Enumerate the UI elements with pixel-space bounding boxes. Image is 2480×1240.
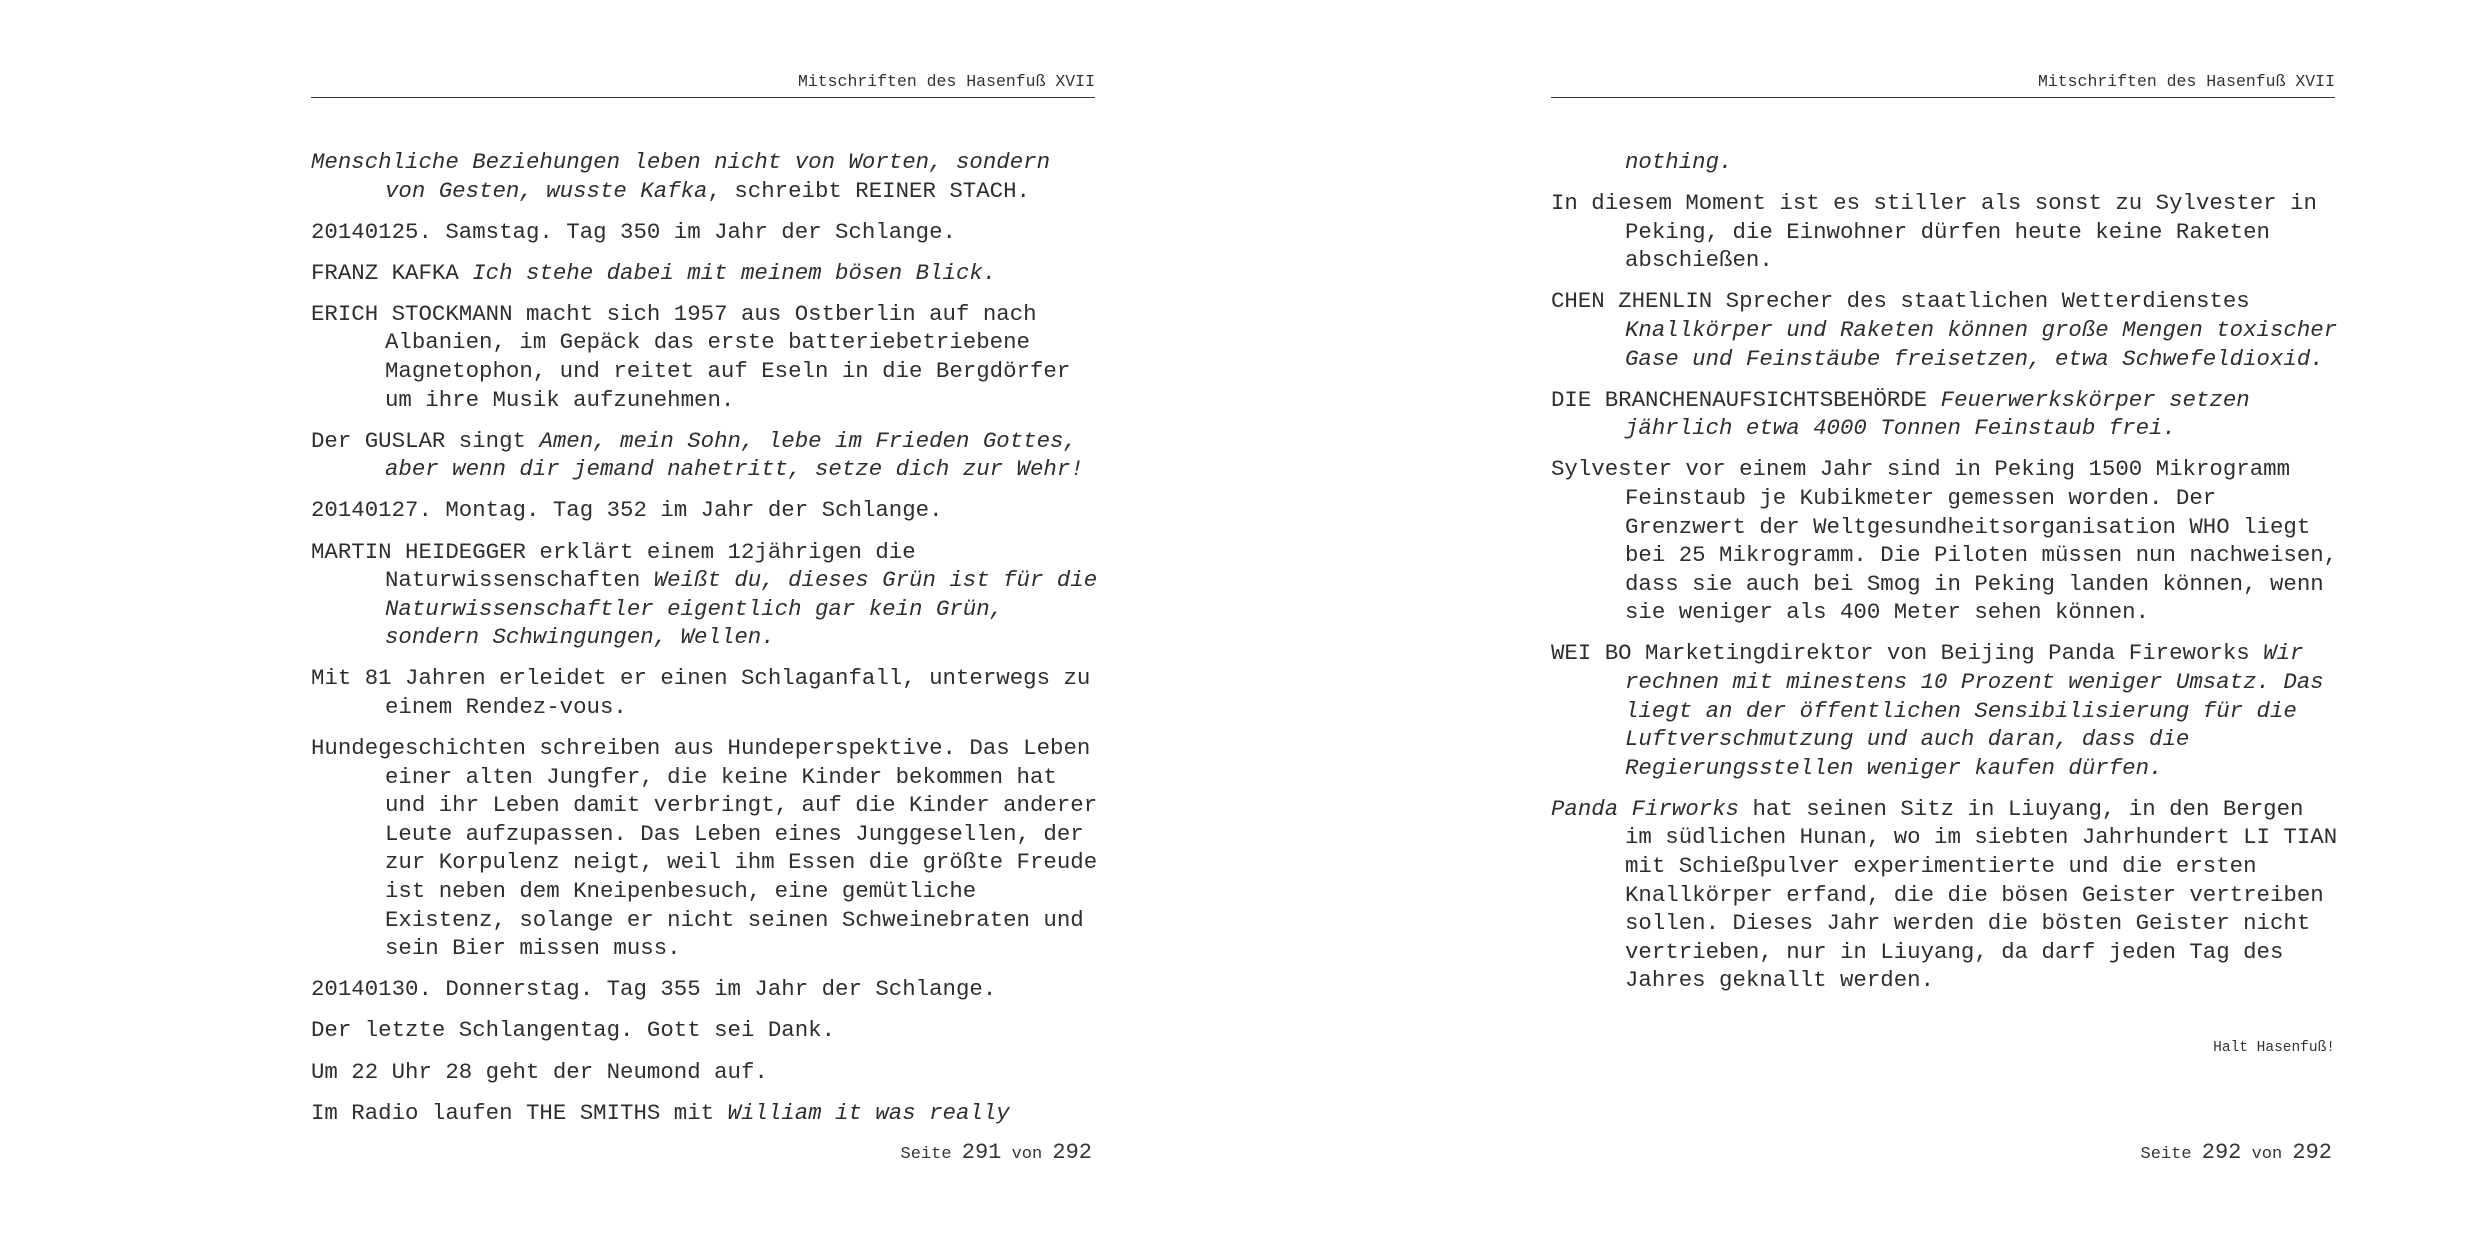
- page-footer: Seite 291 von 292: [900, 1140, 1092, 1165]
- header-rule: [1551, 97, 2335, 98]
- entry: Um 22 Uhr 28 geht der Neumond auf.: [311, 1058, 768, 1085]
- date-entry: 20140127. Montag. Tag 352 im Jahr der Schlange.: [311, 497, 943, 524]
- entry: DIE BRANCHENAUFSICHTSBEHÖRDE Feuerwerkskörper setzen jährlich etwa 4000 Tonnen Feinstaub frei.: [1551, 386, 2250, 442]
- left-page: [311, 0, 1098, 1240]
- entry: Mit 81 Jahren erleidet er einen Schlaganfall, unterwegs zu einem Rendez-vous.: [311, 665, 1091, 720]
- entry: FRANZ KAFKA Ich stehe dabei mit meinem bösen Blick.: [311, 259, 997, 286]
- entry: ERICH STOCKMANN macht sich 1957 aus Ostberlin auf nach Albanien, im Gepäck das erste batteriebetriebene Magnetophon, und reitet auf Eseln in die Bergdörfer um ihre Musik aufzunehmen.: [311, 300, 1071, 413]
- entry: CHEN ZHENLIN Sprecher des staatlichen Wetterdienstes Knallkörper und Raketen können große Mengen toxischer Gase und Feinstäube freisetzen, etwa Schwefeldioxid.: [1551, 288, 2338, 372]
- date-entry: 20140125. Samstag. Tag 350 im Jahr der Schlange.: [311, 218, 956, 245]
- header-rule: [311, 97, 1095, 98]
- entry: Panda Firworks hat seinen Sitz in Liuyang, in den Bergen im südlichen Hunan, wo im siebten Jahrhundert LI TIAN mit Schießpulver experimentierte und die ersten Knallkörper erfand, die die bösen Geister vertreiben sollen. Dieses Jahr werden die bösten Geister nicht vertrieben, nur in Liuyang, da darf jeden Tag des Jahres geknallt werden.: [1551, 795, 2338, 994]
- entry: WEI BO Marketingdirektor von Beijing Panda Fireworks Wir rechnen mit minestens 10 Prozent weniger Umsatz. Das liegt an der öffentlichen Sensibilisierung für die Luftverschmutzung und auch daran, dass die Regierungsstellen weniger kaufen dürfen.: [1551, 640, 2324, 781]
- entry: Der GUSLAR singt Amen, mein Sohn, lebe im Frieden Gottes, aber wenn dir jemand nahetritt, setze dich zur Wehr!: [311, 427, 1084, 483]
- entry: MARTIN HEIDEGGER erklärt einem 12jährigen die Naturwissenschaften Weißt du, dieses Grün ist für die Naturwissenschaftler eigentlich gar kein Grün, sondern Schwingungen, Wellen.: [311, 538, 1098, 651]
- entry: Im Radio laufen THE SMITHS mit William it was really: [311, 1099, 1010, 1126]
- entry: Menschliche Beziehungen leben nicht von Worten, sondern von Gesten, wusste Kafka, schreibt REINER STACH.: [311, 149, 1051, 204]
- page-footer: Seite 292 von 292: [2140, 1140, 2332, 1165]
- entry: In diesem Moment ist es stiller als sonst zu Sylvester in Peking, die Einwohner dürfen heute keine Raketen abschießen.: [1551, 190, 2317, 274]
- running-header: Mitschriften des Hasenfuß XVII: [2037, 72, 2335, 91]
- entry: Hundegeschichten schreiben aus Hundeperspektive. Das Leben einer alten Jungfer, die keine Kinder bekommen hat und ihr Leben damit verbringt, auf die Kinder anderer Leute aufzupassen. Das Leben eines Junggesellen, der zur Korpulenz neigt, weil ihm Essen die größte Freude ist neben dem Kneipenbesuch, eine gemütliche Existenz, solange er nicht seinen Schweinebraten und sein Bier missen muss.: [311, 735, 1098, 962]
- right-page: [1551, 0, 2338, 1240]
- page-content: [311, 148, 1101, 1140]
- entry: Sylvester vor einem Jahr sind in Peking 1500 Mikrogramm Feinstaub je Kubikmeter gemessen worden. Der Grenzwert der Weltgesundheitsorganisation WHO liegt bei 25 Mikrogramm. Die Piloten müssen nun nachweisen, dass sie auch bei Smog in Peking landen können, wenn sie weniger als 400 Meter sehen können.: [1551, 456, 2338, 626]
- running-header: Mitschriften des Hasenfuß XVII: [797, 72, 1095, 91]
- date-entry: 20140130. Donnerstag. Tag 355 im Jahr der Schlange.: [311, 976, 997, 1003]
- closing-remark: Halt Hasenfuß!: [2213, 1040, 2335, 1056]
- continuation-text: nothing.: [1625, 149, 1733, 175]
- page-content: [1551, 148, 2341, 1008]
- entry: Der letzte Schlangentag. Gott sei Dank.: [311, 1017, 836, 1044]
